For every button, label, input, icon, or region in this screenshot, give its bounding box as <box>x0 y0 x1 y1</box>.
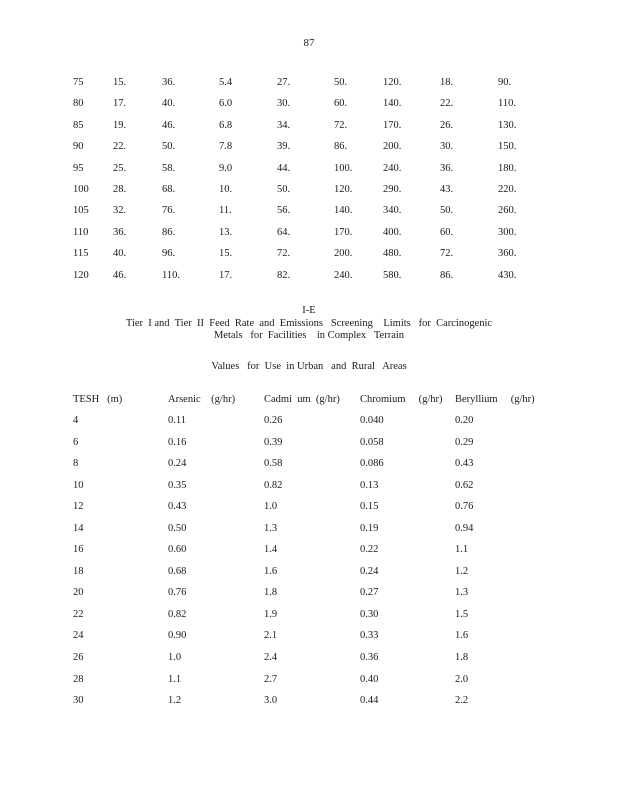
table-cell: 0.26 <box>264 415 283 426</box>
table-cell: 1.4 <box>264 544 278 556</box>
table-cell: 0.27 <box>360 587 379 599</box>
table-cell: 360. <box>498 248 517 260</box>
table-cell: 1.6 <box>455 630 469 642</box>
table-cell: 120. <box>383 77 402 88</box>
table-cell: 0.33 <box>360 630 379 642</box>
table-cell: 56. <box>277 205 291 217</box>
table-cell: 580. <box>383 269 402 281</box>
table-cell: 36. <box>440 162 454 174</box>
table-cell: 1.2 <box>455 565 469 577</box>
column-header-arsenic: Arsenic (g/hr) <box>168 394 236 405</box>
table-cell: 22. <box>113 141 127 153</box>
table-cell: 10 <box>73 479 84 491</box>
table-cell: 8 <box>73 458 79 470</box>
table-cell: 58. <box>162 162 176 174</box>
table-cell: 72. <box>440 248 454 260</box>
table-cell: 0.82 <box>168 608 187 620</box>
table-cell: 150. <box>498 141 517 153</box>
section-title-line-1: Tier I and Tier II Feed Rate and Emissions Screening Limits for Carcinogenic <box>125 317 493 329</box>
table-cell: 7.8 <box>219 141 233 153</box>
table-cell: 90. <box>498 77 512 88</box>
table-cell: 0.20 <box>455 415 474 426</box>
table-cell: 82. <box>277 269 291 281</box>
section-subtitle: Values for Use in Urban and Rural Areas <box>211 361 407 372</box>
table-cell: 17. <box>219 269 233 281</box>
table-cell: 72. <box>277 248 291 260</box>
table-cell: 34. <box>277 119 291 131</box>
table-cell: 100 <box>73 183 89 195</box>
table-cell: 22. <box>440 98 454 110</box>
table-cell: 0.76 <box>455 501 474 513</box>
table-cell: 220. <box>498 183 517 195</box>
table-cell: 0.16 <box>168 436 187 448</box>
table-cell: 0.29 <box>455 436 474 448</box>
table-cell: 6 <box>73 436 79 448</box>
table-cell: 30. <box>277 98 291 110</box>
table-cell: 64. <box>277 226 291 238</box>
table-cell: 300. <box>498 226 517 238</box>
table-cell: 0.086 <box>360 458 384 470</box>
table-cell: 36. <box>162 77 176 88</box>
table-cell: 17. <box>113 98 127 110</box>
table-cell: 40. <box>113 248 127 260</box>
table-cell: 0.24 <box>360 565 379 577</box>
table-cell: 0.39 <box>264 436 283 448</box>
table-cell: 10. <box>219 183 233 195</box>
table-cell: 110 <box>73 226 89 238</box>
table-cell: 2.2 <box>455 695 469 707</box>
table-cell: 140. <box>334 205 353 217</box>
table-cell: 75 <box>73 77 84 88</box>
table-cell: 400. <box>383 226 402 238</box>
table-cell: 32. <box>113 205 127 217</box>
table-cell: 180. <box>498 162 517 174</box>
table-cell: 13. <box>219 226 233 238</box>
column-header-beryllium: Beryllium (g/hr) <box>455 394 535 405</box>
table-cell: 19. <box>113 119 127 131</box>
column-header-chromium: Chromium (g/hr) <box>360 394 443 405</box>
table-cell: 1.2 <box>168 695 182 707</box>
table-cell: 90 <box>73 141 84 153</box>
table-cell: 76. <box>162 205 176 217</box>
table-cell: 72. <box>334 119 348 131</box>
table-cell: 86. <box>162 226 176 238</box>
table-cell: 0.68 <box>168 565 187 577</box>
table-cell: 2.1 <box>264 630 278 642</box>
table-cell: 120. <box>334 183 353 195</box>
table-cell: 18. <box>440 77 454 88</box>
table-cell: 50. <box>162 141 176 153</box>
table-cell: 27. <box>277 77 291 88</box>
table-cell: 85 <box>73 119 84 131</box>
table-cell: 0.13 <box>360 479 379 491</box>
table-cell: 0.30 <box>360 608 379 620</box>
table-cell: 340. <box>383 205 402 217</box>
table-cell: 16 <box>73 544 84 556</box>
table-cell: 0.62 <box>455 479 474 491</box>
table-cell: 0.60 <box>168 544 187 556</box>
table-cell: 1.5 <box>455 608 469 620</box>
section-title-line-2: Metals for Facilities in Complex Terrain <box>213 330 405 341</box>
table-cell: 6.0 <box>219 98 233 110</box>
table-cell: 5.4 <box>219 77 233 88</box>
table-cell: 0.11 <box>168 415 186 426</box>
table-cell: 1.8 <box>455 652 469 664</box>
table-cell: 0.58 <box>264 458 283 470</box>
table-cell: 105 <box>73 205 89 217</box>
table-cell: 240. <box>383 162 402 174</box>
table-cell: 1.3 <box>455 587 469 599</box>
table-cell: 60. <box>334 98 348 110</box>
table-cell: 0.40 <box>360 673 379 685</box>
table-cell: 290. <box>383 183 402 195</box>
table-cell: 0.44 <box>360 695 379 707</box>
table-cell: 0.90 <box>168 630 187 642</box>
table-cell: 0.19 <box>360 522 379 534</box>
table-cell: 0.058 <box>360 436 384 448</box>
table-cell: 2.7 <box>264 673 278 685</box>
table-cell: 0.35 <box>168 479 187 491</box>
table-cell: 11. <box>219 205 232 217</box>
table-cell: 0.36 <box>360 652 379 664</box>
table-cell: 6.8 <box>219 119 233 131</box>
table-cell: 50. <box>440 205 454 217</box>
table-cell: 28 <box>73 673 84 685</box>
table-cell: 110. <box>162 269 180 281</box>
table-cell: 30. <box>440 141 454 153</box>
table-cell: 240. <box>334 269 353 281</box>
table-cell: 25. <box>113 162 127 174</box>
table-cell: 4 <box>73 415 79 426</box>
table-cell: 100. <box>334 162 353 174</box>
table-cell: 110. <box>498 98 516 110</box>
table-cell: 39. <box>277 141 291 153</box>
table-cell: 14 <box>73 522 84 534</box>
table-cell: 26. <box>440 119 454 131</box>
table-cell: 30 <box>73 695 84 707</box>
table-cell: 0.22 <box>360 544 379 556</box>
table-cell: 44. <box>277 162 291 174</box>
section-id: I-E <box>302 305 316 316</box>
table-cell: 60. <box>440 226 454 238</box>
table-cell: 1.1 <box>455 544 469 556</box>
table-cell: 0.76 <box>168 587 187 599</box>
table-cell: 170. <box>383 119 402 131</box>
table-cell: 15. <box>219 248 233 260</box>
table-cell: 95 <box>73 162 84 174</box>
table-cell: 1.0 <box>168 652 182 664</box>
table-cell: 0.15 <box>360 501 379 513</box>
table-cell: 20 <box>73 587 84 599</box>
table-cell: 46. <box>113 269 127 281</box>
table-cell: 140. <box>383 98 402 110</box>
table-cell: 200. <box>383 141 402 153</box>
table-cell: 1.9 <box>264 608 278 620</box>
table-cell: 0.43 <box>455 458 474 470</box>
table-cell: 2.0 <box>455 673 469 685</box>
table-cell: 0.94 <box>455 522 474 534</box>
table-cell: 115 <box>73 248 89 260</box>
table-cell: 68. <box>162 183 176 195</box>
table-cell: 50. <box>277 183 291 195</box>
table-cell: 1.3 <box>264 522 278 534</box>
table-cell: 9.0 <box>219 162 233 174</box>
column-header-cadmium: Cadmi um (g/hr) <box>264 394 340 405</box>
page-number: 87 <box>303 37 315 49</box>
table-cell: 12 <box>73 501 84 513</box>
table-cell: 2.4 <box>264 652 278 664</box>
table-cell: 26 <box>73 652 84 664</box>
table-cell: 130. <box>498 119 517 131</box>
table-cell: 36. <box>113 226 127 238</box>
table-cell: 22 <box>73 608 84 620</box>
table-cell: 0.50 <box>168 522 187 534</box>
table-cell: 1.1 <box>168 673 182 685</box>
table-cell: 430. <box>498 269 517 281</box>
table-cell: 28. <box>113 183 127 195</box>
table-cell: 120 <box>73 269 89 281</box>
table-cell: 50. <box>334 77 348 88</box>
table-cell: 0.82 <box>264 479 283 491</box>
table-cell: 260. <box>498 205 517 217</box>
table-cell: 86. <box>334 141 348 153</box>
table-cell: 1.8 <box>264 587 278 599</box>
table-cell: 18 <box>73 565 84 577</box>
section-title <box>0 305 618 343</box>
table-cell: 480. <box>383 248 402 260</box>
table-cell: 1.6 <box>264 565 278 577</box>
table-cell: 170. <box>334 226 353 238</box>
table-cell: 86. <box>440 269 454 281</box>
table-cell: 3.0 <box>264 695 278 707</box>
table-cell: 43. <box>440 183 454 195</box>
table-cell: 0.43 <box>168 501 187 513</box>
table-cell: 1.0 <box>264 501 278 513</box>
table-cell: 96. <box>162 248 176 260</box>
table-cell: 24 <box>73 630 84 642</box>
table-cell: 40. <box>162 98 176 110</box>
table-cell: 0.24 <box>168 458 187 470</box>
table-cell: 46. <box>162 119 176 131</box>
table-cell: 0.040 <box>360 415 384 426</box>
column-header-tesh: TESH (m) <box>73 394 123 405</box>
table-cell: 15. <box>113 77 127 88</box>
table-cell: 200. <box>334 248 353 260</box>
table-cell: 80 <box>73 98 84 110</box>
